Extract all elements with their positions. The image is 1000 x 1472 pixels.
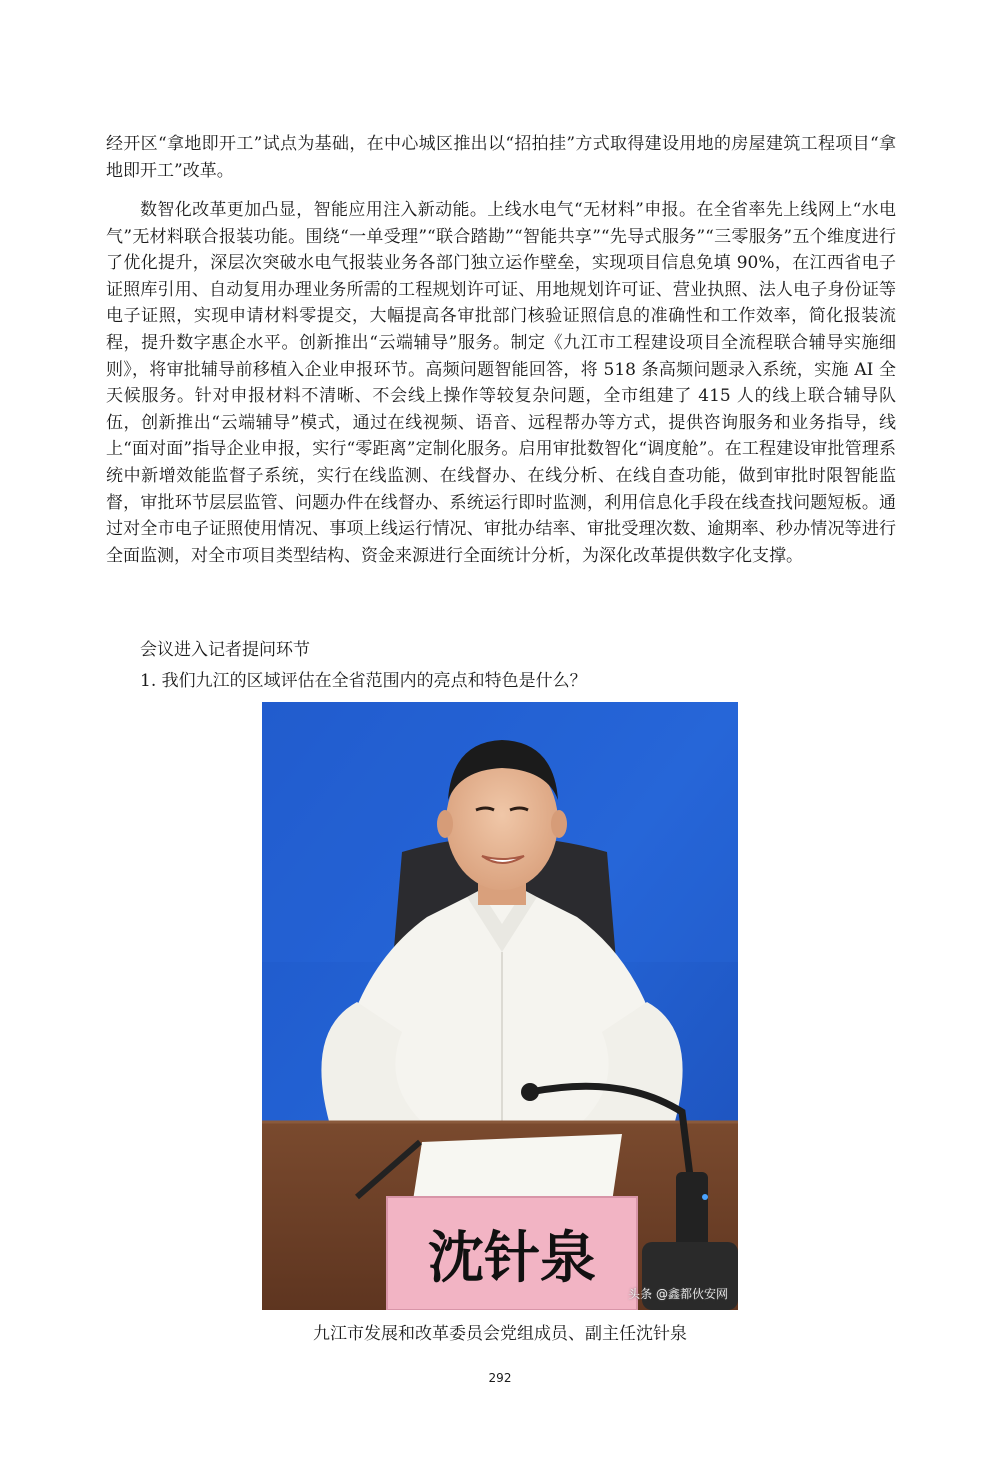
photo-watermark: 头条 @鑫都伙安网 [628,1287,728,1301]
body-paragraph-1: 经开区“拿地即开工”试点为基础，在中心城区推出以“招拍挂”方式取得建设用地的房屋建筑工程项目“拿地即开工”改革。 [106,134,896,181]
portrait-illustration [262,702,738,1310]
body-paragraph-2: 数智化改革更加凸显，智能应用注入新动能。上线水电气“无材料”申报。在全省率先上线网上“水电气”无材料联合报装功能。围绕“一单受理”“联合踏勘”“智能共享”“先导式服务”“三零服务”五个维度进行了优化提升，深层次突破水电气报装业务各部门独立运作壁垒，实现项目信息免填 90%，在江西省电子证照库引用、自动复用办理业务所需的工程规划许可证、用地规划许可证、营业执照、法人电子身份证等电子证照，实现申请材料零提交，大幅提高各审批部门核验证照信息的准确性和工作效率，简化报装流程，提升数字惠企水平。创新推出“云端辅导”服务。制定《九江市工程建设项目全流程联合辅导实施细则》，将审批辅导前移植入企业申报环节。高频问题智能回答，将 518 条高频问题录入系统，实施 AI 全天候服务。针对申报材料不清晰、不会线上操作等较复杂问题，全市组建了 415 人的线上联合辅导队伍，创新推出“云端辅导”模式，通过在线视频、语音、远程帮办等方式，提供咨询服务和业务指导，线上“面对面”指导企业申报，实行“零距离”定制化服务。启用审批数智化“调度舱”。在工程建设审批管理系统中新增效能监督子系统，实行在线监测、在线督办、在线分析、在线自查功能，做到审批时限智能监督，审批环节层层监管、问题办件在线督办、系统运行即时监测，利用信息化手段在线查找问题短板。通过对全市电子证照使用情况、事项上线运行情况、审批办结率、审批受理次数、逾期率、秒办情况等进行全面监测，对全市项目类型结构、资金来源进行全面统计分析，为深化改革提供数字化支撑。 [106,200,896,566]
portrait-photo [262,702,738,1310]
page-number: 292 [488,1371,512,1385]
nameplate-text: 沈针泉 [428,1225,596,1291]
question-1: 1. 我们九江的区域评估在全省范围内的亮点和特色是什么？ [140,671,587,691]
section-label: 会议进入记者提问环节 [140,640,310,660]
photo-caption: 九江市发展和改革委员会党组成员、副主任沈针泉 [313,1324,687,1344]
